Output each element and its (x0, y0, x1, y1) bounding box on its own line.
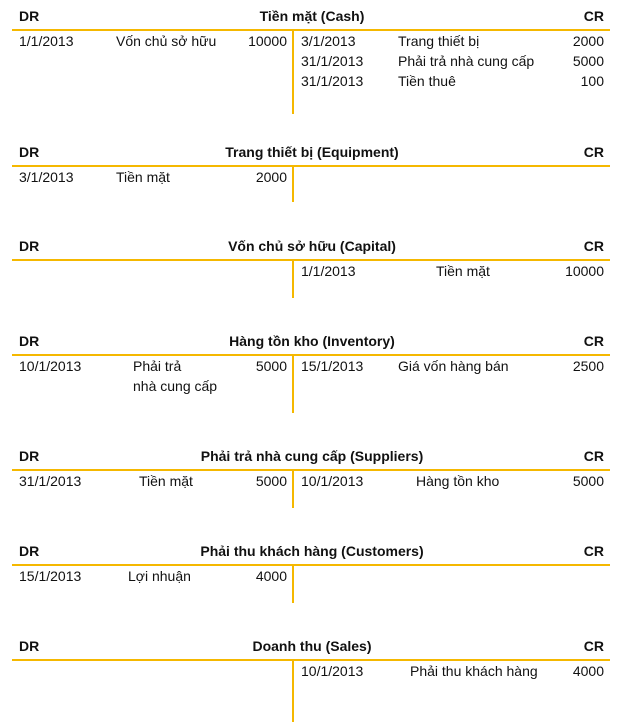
credit-entry (0, 261, 624, 281)
entry-amount: 5000 (572, 473, 604, 489)
dr-label: DR (19, 8, 40, 24)
description-line: Tiền mặt (436, 263, 490, 279)
ledger-account (0, 236, 624, 303)
account-title: Tiền mặt (Cash) (259, 8, 365, 24)
cr-label: CR (583, 448, 604, 464)
credit-entry (0, 356, 624, 376)
cr-label: CR (583, 8, 604, 24)
cr-label: CR (583, 333, 604, 349)
description-line: Phải thu khách hàng (410, 663, 538, 679)
description-line: Phải trả (133, 358, 182, 374)
account-header (0, 541, 624, 561)
description-line: Tiền thuê (398, 73, 456, 89)
ledger-account (0, 541, 624, 608)
description-line: Giá vốn hàng bán (398, 358, 509, 374)
description-line: Hàng tồn kho (416, 473, 500, 489)
credit-entry (0, 51, 624, 71)
dr-label: DR (19, 638, 40, 654)
entry-description (398, 71, 456, 91)
cr-label: CR (583, 238, 604, 254)
dr-label: DR (19, 333, 40, 349)
ledger-account (0, 6, 624, 119)
entry-description (398, 31, 479, 51)
account-title: Trang thiết bị (Equipment) (225, 144, 399, 160)
entry-date: 15/1/2013 (19, 568, 82, 584)
account-title: Vốn chủ sở hữu (Capital) (228, 238, 396, 254)
credit-entry (0, 31, 624, 51)
account-title: Phải trả nhà cung cấp (Suppliers) (200, 448, 424, 464)
account-title: Phải thu khách hàng (Customers) (200, 543, 424, 559)
credit-entry (0, 661, 624, 681)
account-title: Doanh thu (Sales) (252, 638, 372, 654)
description-line: nhà cung cấp (133, 378, 218, 394)
entry-date: 10/1/2013 (19, 358, 82, 374)
ledger-account (0, 446, 624, 513)
credit-entry (0, 71, 624, 91)
entry-date: 31/1/2013 (301, 53, 364, 69)
account-header (0, 446, 624, 466)
entry-amount: 2500 (572, 358, 604, 374)
cr-label: CR (583, 543, 604, 559)
debit-entry (0, 167, 624, 187)
entry-date: 3/1/2013 (301, 33, 356, 49)
entry-amount: 2000 (572, 33, 604, 49)
cr-label: CR (583, 144, 604, 160)
entry-description (398, 356, 509, 376)
ledger-account (0, 331, 624, 418)
description-line: Tiền mặt (139, 473, 193, 489)
ledger-account (0, 142, 624, 207)
ledger-account (0, 636, 624, 727)
entry-amount: 4000 (572, 663, 604, 679)
entry-description (436, 261, 490, 281)
entry-amount: 100 (580, 73, 604, 89)
entry-amount: 2000 (255, 169, 287, 185)
entry-date: 3/1/2013 (19, 169, 74, 185)
description-line: Tiền mặt (116, 169, 170, 185)
entry-date: 1/1/2013 (301, 263, 356, 279)
entry-description (128, 566, 191, 586)
dr-label: DR (19, 543, 40, 559)
entry-date: 31/1/2013 (301, 73, 364, 89)
entry-description (116, 167, 170, 187)
account-title: Hàng tồn kho (Inventory) (229, 333, 395, 349)
description-line: Lợi nhuận (128, 568, 191, 584)
entry-description (410, 661, 538, 681)
entry-amount: 5000 (255, 358, 287, 374)
account-header (0, 236, 624, 256)
account-header (0, 6, 624, 26)
cr-label: CR (583, 638, 604, 654)
entry-amount: 10000 (248, 33, 287, 49)
description-line: Phải trả nhà cung cấp (398, 53, 535, 69)
dr-label: DR (19, 144, 40, 160)
credit-entry (0, 471, 624, 491)
debit-entry (0, 566, 624, 586)
account-header (0, 142, 624, 162)
entry-description (416, 471, 499, 491)
entry-amount: 4000 (255, 568, 287, 584)
entry-date: 31/1/2013 (19, 473, 82, 489)
description-line: Trang thiết bị (398, 33, 480, 49)
entry-date: 1/1/2013 (19, 33, 74, 49)
entry-date: 15/1/2013 (301, 358, 364, 374)
entry-amount: 10000 (565, 263, 604, 279)
dr-label: DR (19, 238, 40, 254)
description-line: Vốn chủ sở hữu (116, 33, 217, 49)
entry-date: 10/1/2013 (301, 473, 364, 489)
entry-amount: 5000 (572, 53, 604, 69)
account-header (0, 636, 624, 656)
entry-amount: 5000 (255, 473, 287, 489)
account-header (0, 331, 624, 351)
dr-label: DR (19, 448, 40, 464)
entry-description (398, 51, 534, 71)
entry-date: 10/1/2013 (301, 663, 364, 679)
